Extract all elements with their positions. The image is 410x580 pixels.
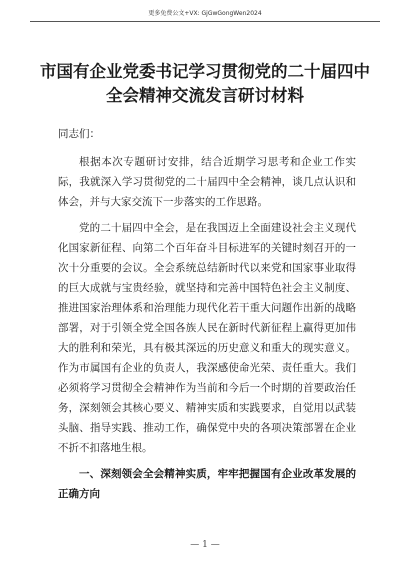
salutation: 同志们： xyxy=(58,128,100,140)
document-title: 市国有企业党委书记学习贯彻党的二十届四中全会精神交流发言研讨材料 xyxy=(40,62,370,105)
section-heading: 一、深刻领会全会精神实质，牢牢把握国有企业改革发展的正确方向 xyxy=(58,468,356,500)
paragraph-main: 党的二十届四中全会，是在我国迈上全面建设社会主义现代化国家新征程、向第二个百年奋斗目标进军的关键时刻召开的一次十分重要的会议。全会系统总结新时代以来党和国家事业取得的巨大成就与宝贵经验，就坚持和完善中国特色社会主义制度、推进国家治理体系和治理能力现代化若干重大问题作出新的战略部署，对于引领全党全国各族人民在新时代新征程上赢得更加伟大的胜利和荣光，具有极其深远的历史意义和重大的现实意义。作为市属国有企业的负责人，我深感使命光荣、责任重大。我们必须将学习贯彻全会精神作为当前和今后一个时期的首要政治任务，深刻领会其核心要义、精神实质和实践要求，自觉用以武装头脑、指导实践、推动工作，确保党中央的各项决策部署在企业不折不扣落地生根。 xyxy=(58,222,356,454)
page-number: — 1 — xyxy=(190,540,220,550)
header-divider xyxy=(30,21,380,22)
header-note: 更多免费公文+VX: GjGwGongWen2024 xyxy=(148,10,262,17)
document-body xyxy=(58,124,356,504)
paragraph-intro: 根据本次专题研讨安排，结合近期学习思考和企业工作实际，我就深入学习贯彻党的二十届四中全会精神，谈几点认识和体会，并与大家交流下一步落实的工作思路。 xyxy=(58,156,356,208)
